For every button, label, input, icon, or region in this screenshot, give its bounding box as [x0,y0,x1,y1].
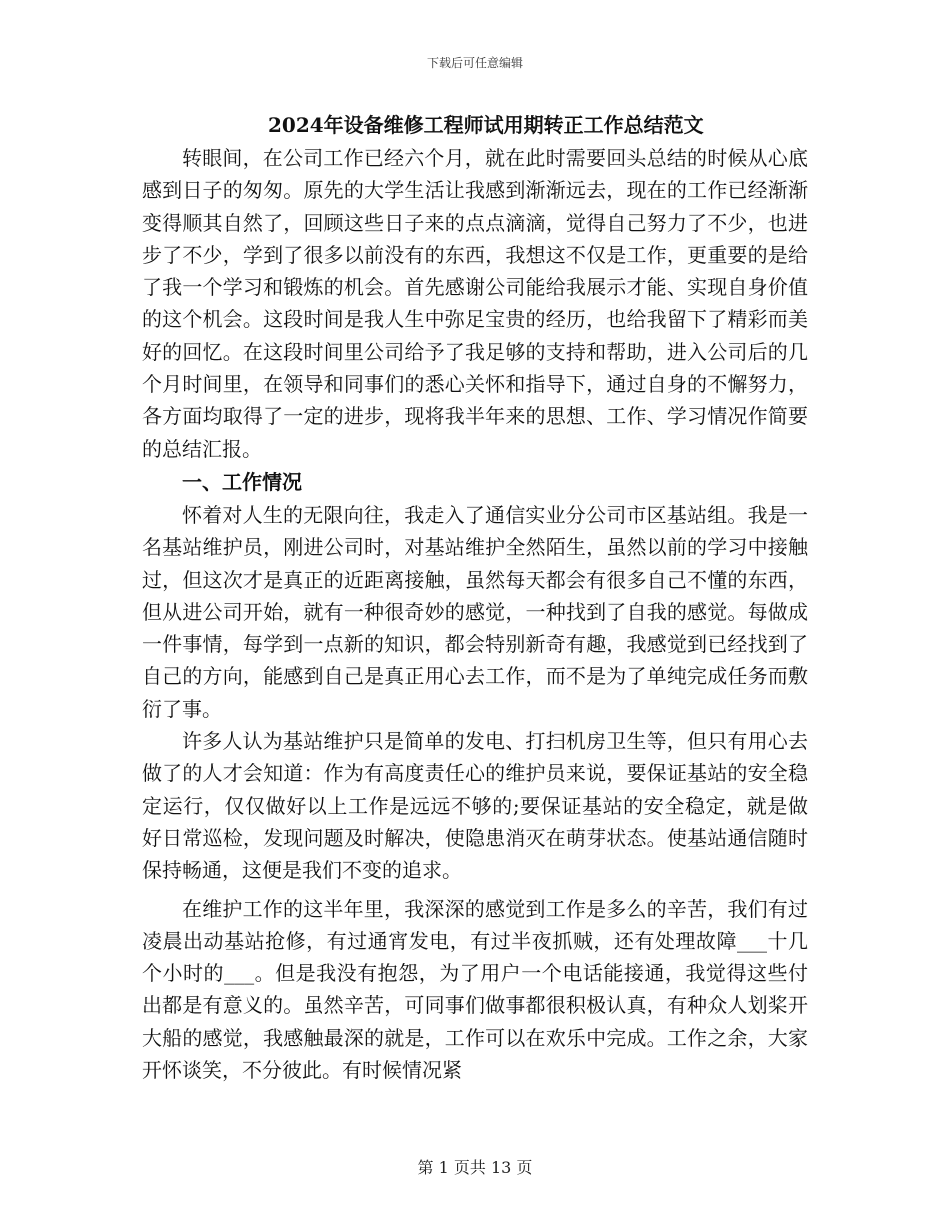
body-paragraph: 在维护工作的这半年里，我深深的感觉到工作是多么的辛苦，我们有过凌晨出动基站抢修，有过通宵发电，有过半夜抓贼，还有处理故障___十几个小时的___。但是我没有抱怨，为了用户一个电话能接通，我觉得这些付出都是有意义的。虽然辛苦，可同事们做事都很积极认真，有种众人划桨开大船的感觉，我感触最深的就是，工作可以在欢乐中完成。工作之余，大家开怀谈笑，不分彼此。有时候情况紧 [142,896,808,1083]
document-title: 2024年设备维修工程师试用期转正工作总结范文 [268,113,704,137]
page-footer: 第 1 页共 13 页 [417,1158,533,1177]
intro-paragraph: 转眼间，在公司工作已经六个月，就在此时需要回头总结的时候从心底感到日子的匆匆。原先的大学生活让我感到渐渐远去，现在的工作已经渐渐变得顺其自然了，回顾这些日子来的点点滴滴，觉得自己努力了不少，也进步了不少，学到了很多以前没有的东西，我想这不仅是工作，更重要的是给了我一个学习和锻炼的机会。首先感谢公司能给我展示才能、实现自身价值的这个机会。这段时间是我人生中弥足宝贵的经历，也给我留下了精彩而美好的回忆。在这段时间里公司给予了我足够的支持和帮助，进入公司后的几个月时间里，在领导和同事们的悉心关怀和指导下，通过自身的不懈努力，各方面均取得了一定的进步，现将我半年来的思想、工作、学习情况作简要的总结汇报。 [142,146,808,461]
header-note: 下载后可任意编辑 [426,56,523,70]
body-paragraph: 许多人认为基站维护只是简单的发电、打扫机房卫生等，但只有用心去做了的人才会知道：作为有高度责任心的维护员来说，要保证基站的安全稳定运行，仅仅做好以上工作是远远不够的;要保证基站的安全稳定，就是做好日常巡检，发现问题及时解决，使隐患消灭在萌芽状态。使基站通信随时保持畅通，这便是我们不变的追求。 [142,729,808,883]
document-body [142,108,808,1086]
section-heading-work: 一、工作情况 [182,469,302,494]
body-paragraph: 怀着对人生的无限向往，我走入了通信实业分公司市区基站组。我是一名基站维护员，刚进公司时，对基站维护全然陌生，虽然以前的学习中接触过，但这次才是真正的近距离接触，虽然每天都会有很多自己不懂的东西，但从进公司开始，就有一种很奇妙的感觉，一种找到了自我的感觉。每做成一件事情，每学到一点新的知识，都会特别新奇有趣，我感觉到已经找到了自己的方向，能感到自己是真正用心去工作，而不是为了单纯完成任务而敷衍了事。 [142,502,808,721]
